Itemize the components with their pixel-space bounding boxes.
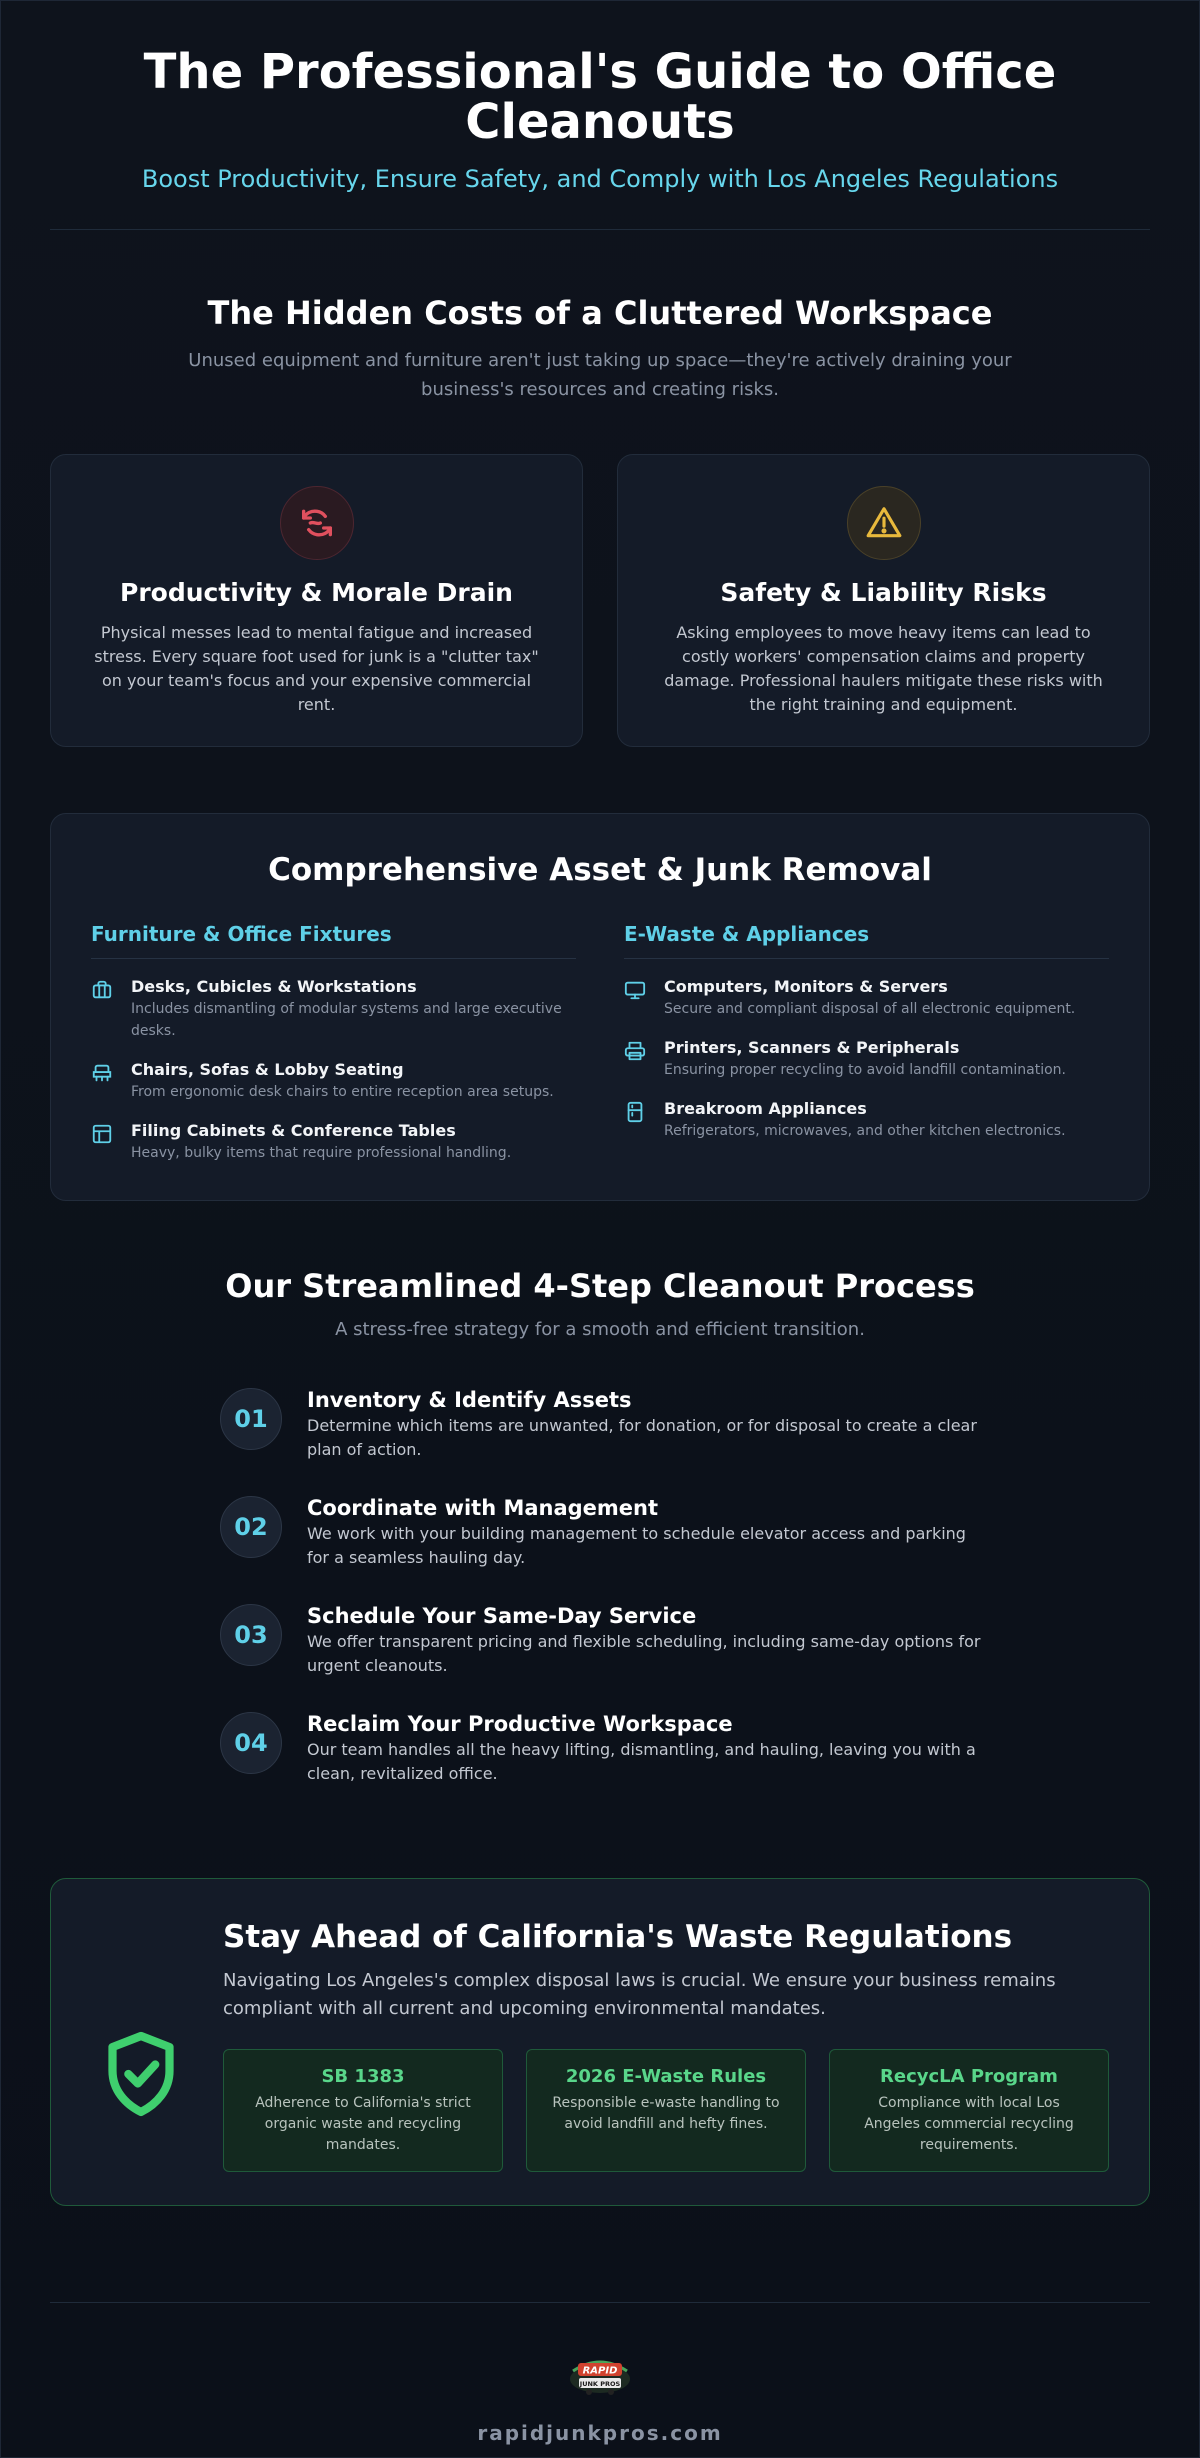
step-title: Schedule Your Same-Day Service bbox=[307, 1604, 697, 1628]
list-item bbox=[91, 977, 576, 1042]
badge-desc: Compliance with local Los Angeles commercial recycling requirements. bbox=[864, 2095, 1074, 2153]
item-title: Breakroom Appliances bbox=[664, 1099, 867, 1118]
badge-title: RecycLA Program bbox=[880, 2066, 1058, 2087]
ewaste-column bbox=[624, 922, 1109, 1164]
regulation-badges bbox=[223, 2049, 1109, 2172]
hidden-costs-section bbox=[50, 294, 1150, 747]
list-item bbox=[624, 1038, 1109, 1081]
regulations-title: Stay Ahead of California's Waste Regulations bbox=[223, 1919, 1013, 1955]
chair-icon bbox=[91, 1060, 131, 1103]
item-desc: Ensuring proper recycling to avoid landfill contamination. bbox=[664, 1062, 1066, 1078]
process-step bbox=[220, 1496, 980, 1604]
list-item bbox=[91, 1121, 576, 1164]
step-title: Coordinate with Management bbox=[307, 1496, 659, 1520]
item-desc: Refrigerators, microwaves, and other kitchen electronics. bbox=[664, 1123, 1066, 1139]
printer-icon bbox=[624, 1038, 664, 1081]
item-desc: From ergonomic desk chairs to entire reception area setups. bbox=[131, 1084, 554, 1100]
asset-removal-section bbox=[50, 813, 1150, 1201]
cost-cards bbox=[50, 454, 1150, 747]
item-desc: Heavy, bulky items that require professional handling. bbox=[131, 1145, 512, 1161]
regulations-section bbox=[50, 1878, 1150, 2206]
cabinet-icon bbox=[91, 1121, 131, 1164]
regulations-text: Navigating Los Angeles's complex disposal laws is crucial. We ensure your business remains compliant with all current and upcoming environmental mandates. bbox=[223, 1970, 1056, 2019]
warning-icon bbox=[847, 486, 921, 560]
list-item bbox=[91, 1060, 576, 1103]
shield-check-icon bbox=[91, 1919, 223, 2205]
item-desc: Secure and compliant disposal of all electronic equipment. bbox=[664, 1001, 1076, 1017]
cost-card-productivity bbox=[50, 454, 583, 747]
badge-desc: Adherence to California's strict organic waste and recycling mandates. bbox=[255, 2095, 471, 2153]
svg-text:JUNK PROS: JUNK PROS bbox=[579, 2380, 621, 2388]
hero-header bbox=[50, 1, 1150, 193]
badge-desc: Responsible e-waste handling to avoid landfill and hefty fines. bbox=[552, 2095, 780, 2132]
footer-domain[interactable]: rapidjunkpros.com bbox=[477, 2421, 723, 2445]
step-desc: Our team handles all the heavy lifting, dismantling, and hauling, leaving you with a clean, revitalized office. bbox=[307, 1740, 976, 1783]
process-title: Our Streamlined 4-Step Cleanout Process bbox=[225, 1267, 975, 1305]
step-number: 01 bbox=[220, 1388, 282, 1450]
monitor-icon bbox=[624, 977, 664, 1020]
briefcase-icon bbox=[91, 977, 131, 1042]
process-step bbox=[220, 1388, 980, 1496]
process-step bbox=[220, 1712, 980, 1820]
column-heading: Furniture & Office Fixtures bbox=[91, 922, 576, 959]
item-title: Chairs, Sofas & Lobby Seating bbox=[131, 1060, 404, 1079]
process-steps bbox=[220, 1388, 980, 1820]
cost-card-title: Productivity & Morale Drain bbox=[120, 578, 513, 607]
step-number: 02 bbox=[220, 1496, 282, 1558]
brand-logo[interactable] bbox=[565, 2349, 635, 2399]
furniture-column bbox=[91, 922, 576, 1164]
item-desc: Includes dismantling of modular systems and large executive desks. bbox=[131, 1001, 562, 1039]
step-desc: We work with your building management to schedule elevator access and parking for a seamless hauling day. bbox=[307, 1524, 966, 1567]
page-title: The Professional's Guide to Office Cleanouts bbox=[143, 44, 1057, 150]
page-subtitle: Boost Productivity, Ensure Safety, and Comply with Los Angeles Regulations bbox=[141, 165, 1059, 193]
item-title: Desks, Cubicles & Workstations bbox=[131, 977, 417, 996]
hidden-costs-intro: Unused equipment and furniture aren't just taking up space—they're actively draining your business's resources and creating risks. bbox=[188, 350, 1012, 400]
step-desc: Determine which items are unwanted, for donation, or for disposal to create a clear plan of action. bbox=[307, 1416, 977, 1459]
header-divider bbox=[50, 229, 1150, 230]
step-number: 03 bbox=[220, 1604, 282, 1666]
fridge-icon bbox=[624, 1099, 664, 1142]
list-item bbox=[624, 977, 1109, 1020]
item-title: Printers, Scanners & Peripherals bbox=[664, 1038, 960, 1057]
footer-divider bbox=[50, 2302, 1150, 2303]
cost-card-title: Safety & Liability Risks bbox=[720, 578, 1047, 607]
item-title: Filing Cabinets & Conference Tables bbox=[131, 1121, 456, 1140]
step-title: Inventory & Identify Assets bbox=[307, 1388, 632, 1412]
asset-removal-title: Comprehensive Asset & Junk Removal bbox=[268, 852, 932, 888]
process-section bbox=[50, 1267, 1150, 1820]
process-subtitle: A stress-free strategy for a smooth and efficient transition. bbox=[335, 1319, 865, 1340]
cost-card-text: Asking employees to move heavy items can lead to costly workers' compensation claims and property damage. Professional haulers mitigate these risks with the right training and equipment. bbox=[664, 623, 1103, 714]
column-heading: E-Waste & Appliances bbox=[624, 922, 1109, 959]
step-desc: We offer transparent pricing and flexible scheduling, including same-day options for urgent cleanouts. bbox=[307, 1632, 981, 1675]
badge-title: SB 1383 bbox=[321, 2066, 405, 2087]
brain-icon bbox=[280, 486, 354, 560]
cost-card-safety bbox=[617, 454, 1150, 747]
hidden-costs-title: The Hidden Costs of a Cluttered Workspace bbox=[207, 294, 993, 332]
step-number: 04 bbox=[220, 1712, 282, 1774]
regulation-badge bbox=[526, 2049, 806, 2172]
list-item bbox=[624, 1099, 1109, 1142]
regulation-badge bbox=[223, 2049, 503, 2172]
step-title: Reclaim Your Productive Workspace bbox=[307, 1712, 733, 1736]
badge-title: 2026 E-Waste Rules bbox=[565, 2066, 767, 2087]
svg-text:RAPID: RAPID bbox=[582, 2365, 618, 2377]
process-step bbox=[220, 1604, 980, 1712]
regulation-badge bbox=[829, 2049, 1109, 2172]
item-title: Computers, Monitors & Servers bbox=[664, 977, 948, 996]
cost-card-text: Physical messes lead to mental fatigue and increased stress. Every square foot used for junk is a "clutter tax" on your team's focus and your expensive commercial rent. bbox=[94, 623, 539, 714]
